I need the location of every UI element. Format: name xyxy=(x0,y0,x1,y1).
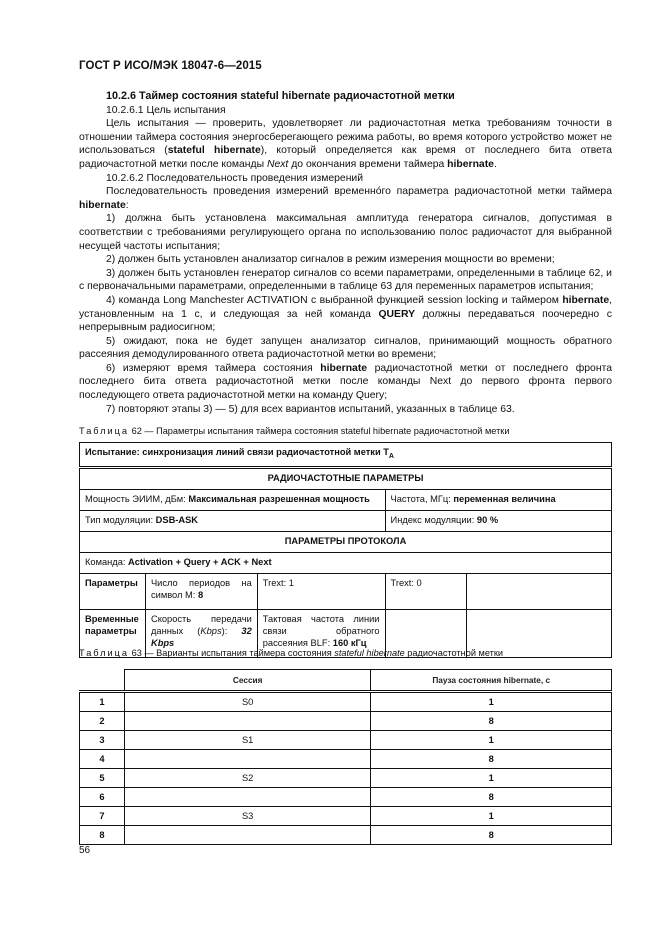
trext0-cell: Trext: 0 xyxy=(385,573,467,609)
row-number: 4 xyxy=(80,750,125,769)
row-number: 6 xyxy=(80,788,125,807)
document-standard-header: ГОСТ Р ИСО/МЭК 18047-6—2015 xyxy=(79,60,262,72)
session-cell xyxy=(124,750,371,769)
trext1-cell: Trext: 1 xyxy=(257,573,385,609)
table-63-test-variants xyxy=(79,669,612,845)
section-heading: 10.2.6 Таймер состояния stateful hibernate радиочастотной метки xyxy=(106,90,455,102)
pause-cell: 8 xyxy=(371,750,612,769)
step-4: 4) команда Long Manchester ACTIVATION с выбранной функцией session locking и таймером hibernate, установленным на 1 с, и следующая за ней команда QUERY должны передаваться поочередно с непрерывным радиосигном; xyxy=(79,294,612,334)
modulation-type-cell: Тип модуляции: DSB-ASK xyxy=(80,510,386,531)
command-cell: Команда: Activation + Query + ACK + Next xyxy=(80,552,612,573)
frequency-cell: Частота, МГц: переменная величина xyxy=(385,489,611,510)
table-row xyxy=(80,443,612,468)
rf-params-header: РАДИОЧАСТОТНЫЕ ПАРАМЕТРЫ xyxy=(80,467,612,489)
step-5: 5) ожидают, пока не будет запущен анализатор сигналов, принимающий мощность обратного рассеяния демодулированного ответа радиочастотной метки во времени; xyxy=(79,335,612,361)
section-body xyxy=(79,90,612,416)
subsection-purpose-heading: 10.2.6.1 Цель испытания xyxy=(106,104,226,116)
test-title-cell: Испытание: синхронизация линий связи радиочастотной метки $T_A$ xyxy=(80,443,612,468)
session-cell: S3 xyxy=(124,807,371,826)
table-62-test-parameters xyxy=(79,442,612,658)
step-7: 7) повторяют этапы 3) — 5) для всех вариантов испытаний, указанных в таблице 63. xyxy=(106,403,515,415)
step-6: 6) измеряют время таймера состояния hibernate радиочастотной метки от последнего фронта последнего бита ответа радиочастотной метки после команды Next до первого фронта первого последующего ответа радиочастотной метки на команду Query; xyxy=(79,362,612,402)
periods-cell: Число периодов на символ M: 8 xyxy=(145,573,257,609)
row-number: 1 xyxy=(80,692,125,712)
timing-label: Временные параметры xyxy=(80,609,146,657)
table-62-caption: Таблица 62 — Параметры испытания таймера состояния stateful hibernate радиочастотной метки xyxy=(79,426,510,436)
pause-cell: 8 xyxy=(371,712,612,731)
col-session-header: Сессия xyxy=(124,670,371,692)
table-row xyxy=(80,692,612,712)
table-row xyxy=(80,826,612,845)
table-row xyxy=(80,467,612,489)
params-label: Параметры xyxy=(80,573,146,609)
pause-cell: 1 xyxy=(371,807,612,826)
table-row xyxy=(80,552,612,573)
col-pause-header: Пауза состояния hibernate, с xyxy=(371,670,612,692)
table-row xyxy=(80,731,612,750)
session-cell: S1 xyxy=(124,731,371,750)
session-cell xyxy=(124,788,371,807)
table-row xyxy=(80,769,612,788)
table-row xyxy=(80,788,612,807)
row-number: 7 xyxy=(80,807,125,826)
subsection-procedure-heading: 10.2.6.2 Последовательность проведения измерений xyxy=(106,172,364,184)
blf-cell: Тактовая частота линии связи обратного рассеяния BLF: 160 кГц xyxy=(257,609,385,657)
page-number: 56 xyxy=(79,845,91,856)
modulation-index-cell: Индекс модуляции: 90 % xyxy=(385,510,611,531)
table-row xyxy=(80,807,612,826)
row-number: 5 xyxy=(80,769,125,788)
procedure-intro: Последовательность проведения измерений временно́го параметра радиочастотной метки таймера hibernate: xyxy=(79,186,612,211)
pause-cell: 1 xyxy=(371,731,612,750)
row-number: 2 xyxy=(80,712,125,731)
power-cell: Мощность ЭИИМ, дБм: Максимальная разрешенная мощность xyxy=(80,489,386,510)
row-number: 3 xyxy=(80,731,125,750)
table-row xyxy=(80,750,612,769)
table-row xyxy=(80,712,612,731)
table-row xyxy=(80,531,612,552)
empty-cell xyxy=(467,573,612,609)
purpose-paragraph: Цель испытания — проверить, удовлетворяет ли радиочастотная метка требованиям точности в отношении таймера состояния энергосберегающего режима работы, во время которого устройство может не использоваться (stateful hibernate), который определяется как время от последнего бита ответа радиочастотной метки после команды Next до окончания времени таймера hibernate. xyxy=(79,118,613,170)
step-1: 1) должна быть установлена максимальная амплитуда генератора сигналов, допустимая в соответствии с требованиями регулирующего органа по использованию полос радиочастот для выбранной несущей частоты испытания; xyxy=(79,213,612,252)
table-row xyxy=(80,489,612,510)
table-row xyxy=(80,510,612,531)
pause-cell: 8 xyxy=(371,826,612,845)
table-header-row xyxy=(80,670,612,692)
step-3: 3) должен быть установлен генератор сигналов со всеми параметрами, определенными в таблице 62, и с первоначальными параметрами, определенными в таблице 63 для переменных параметров испытания; xyxy=(79,267,612,293)
protocol-params-header: ПАРАМЕТРЫ ПРОТОКОЛА xyxy=(80,531,612,552)
header-blank-cell xyxy=(80,670,125,692)
table-row xyxy=(80,573,612,609)
session-cell xyxy=(124,712,371,731)
pause-cell: 1 xyxy=(371,692,612,712)
pause-cell: 8 xyxy=(371,788,612,807)
table-63-caption: Таблица 63 — Варианты испытания таймера состояния stateful hibernate радиочастотной метки xyxy=(79,648,503,658)
row-number: 8 xyxy=(80,826,125,845)
session-cell: S0 xyxy=(124,692,371,712)
session-cell: S2 xyxy=(124,769,371,788)
pause-cell: 1 xyxy=(371,769,612,788)
data-rate-cell: Скорость передачи данных (Kbps): 32 Kbps xyxy=(145,609,257,657)
session-cell xyxy=(124,826,371,845)
step-2: 2) должен быть установлен анализатор сигналов в режим измерения мощности во времени; xyxy=(106,254,555,266)
